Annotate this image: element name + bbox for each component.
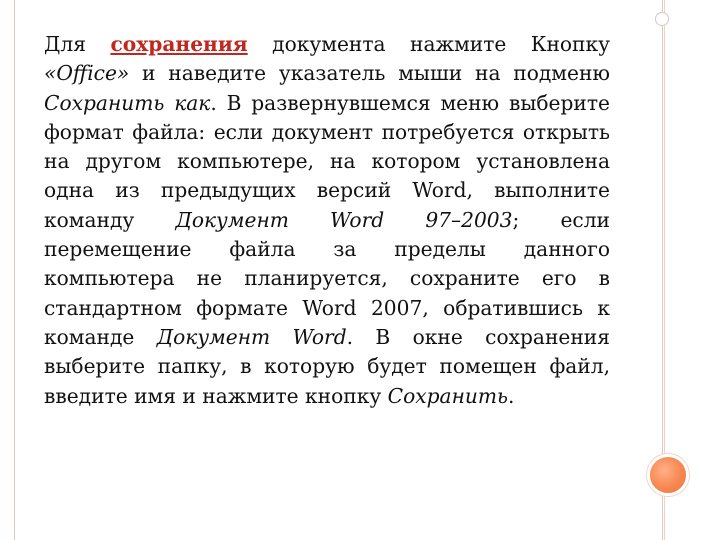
- text-run: ; если перемещение файла за пределы данного компьютера не планируется, сохраните его в стандартном формате Word 2007, обратившись к команде: [44, 207, 610, 349]
- orange-circle-ornament-icon: [647, 454, 689, 496]
- text-run: . В развернувшемся меню выберите формат файла: если документ потребуется открыть на другом компьютере, на котором установлена одна из предыдущих версий Word, выполните команду: [44, 90, 610, 232]
- link-save[interactable]: сохранения: [110, 32, 248, 56]
- italic-document-word: Документ Word: [156, 324, 347, 349]
- text-run: . В окне сохранения выберите папку, в которую будет помещен файл, введите имя и нажмите кнопку: [44, 324, 610, 408]
- text-run: и наведите указатель мыши на подменю: [129, 61, 610, 86]
- text-run: Для: [44, 32, 111, 56]
- ring-ornament-icon: [655, 12, 669, 26]
- italic-document-word-97-2003: Документ Word 97–2003: [175, 207, 513, 232]
- text-run: документа нажмите Кнопку: [247, 32, 611, 56]
- italic-save: Сохранить: [387, 383, 509, 408]
- left-border-line: [14, 0, 15, 540]
- italic-save-as: Сохранить как: [44, 90, 211, 115]
- body-paragraph: [44, 30, 610, 411]
- text-run: .: [508, 383, 515, 408]
- italic-office: «Office»: [44, 61, 130, 86]
